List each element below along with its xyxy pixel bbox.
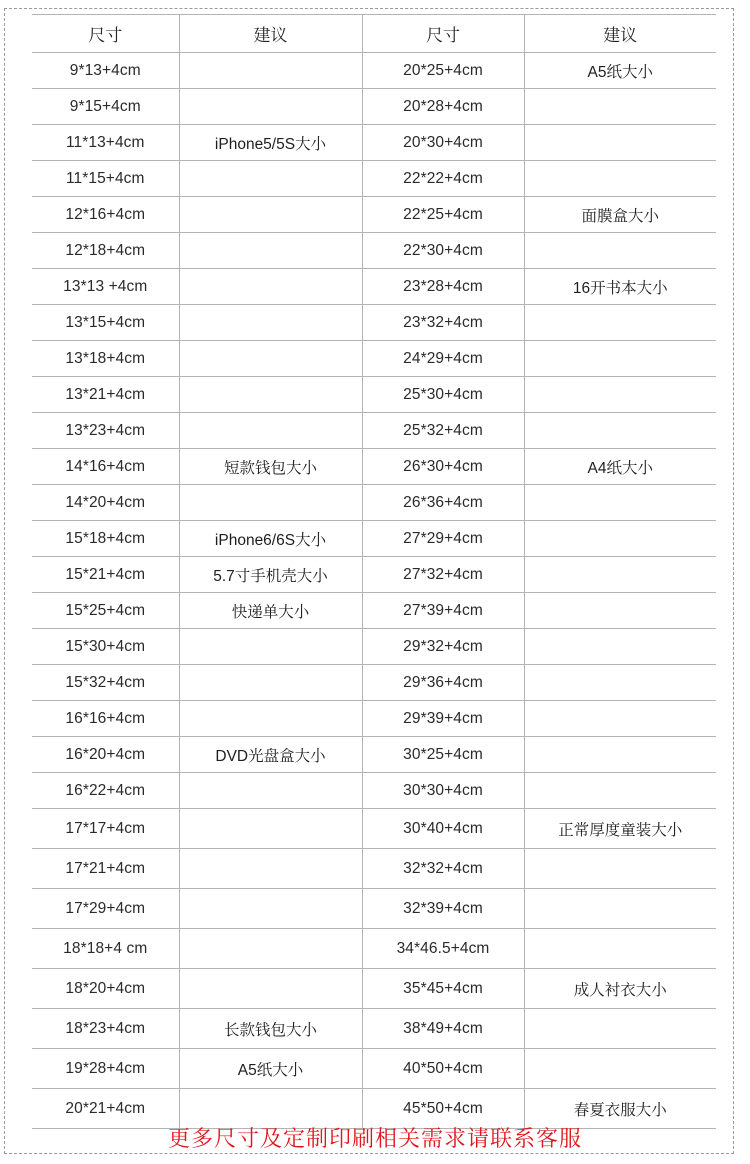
note-right-cell [524, 233, 716, 269]
size-right-cell: 27*39+4cm [362, 593, 524, 629]
table-row [32, 809, 716, 849]
size-left-cell: 18*20+4cm [32, 969, 179, 1009]
header-size-left: 尺寸 [32, 15, 179, 53]
size-left-cell: 20*21+4cm [32, 1089, 179, 1129]
note-left-cell [179, 161, 362, 197]
size-left-cell: 12*16+4cm [32, 197, 179, 233]
table-row [32, 557, 716, 593]
table-row [32, 773, 716, 809]
size-right-cell: 24*29+4cm [362, 341, 524, 377]
table-row [32, 161, 716, 197]
size-left-cell: 13*23+4cm [32, 413, 179, 449]
size-right-cell: 23*32+4cm [362, 305, 524, 341]
table-row [32, 889, 716, 929]
table-row [32, 125, 716, 161]
note-left-cell: DVD光盘盒大小 [179, 737, 362, 773]
note-right-cell [524, 929, 716, 969]
note-right-cell [524, 413, 716, 449]
note-right-cell [524, 889, 716, 929]
table-row [32, 665, 716, 701]
size-table [32, 14, 716, 1129]
note-left-cell [179, 629, 362, 665]
table-row [32, 521, 716, 557]
note-left-cell: 快递单大小 [179, 593, 362, 629]
note-right-cell [524, 849, 716, 889]
note-right-cell [524, 305, 716, 341]
table-row [32, 969, 716, 1009]
note-left-cell [179, 809, 362, 849]
size-right-cell: 30*30+4cm [362, 773, 524, 809]
size-right-cell: 45*50+4cm [362, 1089, 524, 1129]
table-header-row [32, 15, 716, 53]
table-row [32, 53, 716, 89]
table-row [32, 485, 716, 521]
size-right-cell: 25*32+4cm [362, 413, 524, 449]
note-left-cell [179, 773, 362, 809]
note-right-cell: 成人衬衣大小 [524, 969, 716, 1009]
size-right-cell: 32*39+4cm [362, 889, 524, 929]
size-left-cell: 9*13+4cm [32, 53, 179, 89]
note-right-cell [524, 557, 716, 593]
size-right-cell: 27*29+4cm [362, 521, 524, 557]
table-row [32, 449, 716, 485]
note-left-cell [179, 665, 362, 701]
note-right-cell [524, 1049, 716, 1089]
note-right-cell [524, 125, 716, 161]
note-left-cell [179, 413, 362, 449]
note-right-cell [524, 341, 716, 377]
note-right-cell: A4纸大小 [524, 449, 716, 485]
note-right-cell [524, 665, 716, 701]
size-left-cell: 13*21+4cm [32, 377, 179, 413]
size-right-cell: 30*40+4cm [362, 809, 524, 849]
table-row [32, 929, 716, 969]
size-left-cell: 11*13+4cm [32, 125, 179, 161]
note-right-cell [524, 701, 716, 737]
note-right-cell [524, 773, 716, 809]
size-left-cell: 13*15+4cm [32, 305, 179, 341]
note-left-cell [179, 485, 362, 521]
size-right-cell: 35*45+4cm [362, 969, 524, 1009]
table-row [32, 341, 716, 377]
size-right-cell: 40*50+4cm [362, 1049, 524, 1089]
table-row [32, 233, 716, 269]
note-left-cell [179, 701, 362, 737]
table-row [32, 197, 716, 233]
size-left-cell: 15*32+4cm [32, 665, 179, 701]
size-right-cell: 25*30+4cm [362, 377, 524, 413]
table-row [32, 269, 716, 305]
table-row [32, 1009, 716, 1049]
note-right-cell: 正常厚度童装大小 [524, 809, 716, 849]
size-left-cell: 19*28+4cm [32, 1049, 179, 1089]
note-left-cell [179, 305, 362, 341]
table-row [32, 89, 716, 125]
note-right-cell [524, 593, 716, 629]
note-left-cell [179, 929, 362, 969]
size-left-cell: 16*20+4cm [32, 737, 179, 773]
size-right-cell: 26*30+4cm [362, 449, 524, 485]
note-left-cell [179, 89, 362, 125]
table-row [32, 305, 716, 341]
note-left-cell [179, 341, 362, 377]
note-left-cell: A5纸大小 [179, 1049, 362, 1089]
size-left-cell: 14*16+4cm [32, 449, 179, 485]
size-right-cell: 20*28+4cm [362, 89, 524, 125]
size-left-cell: 13*18+4cm [32, 341, 179, 377]
note-right-cell: A5纸大小 [524, 53, 716, 89]
size-right-cell: 22*25+4cm [362, 197, 524, 233]
size-right-cell: 29*32+4cm [362, 629, 524, 665]
note-right-cell [524, 629, 716, 665]
size-right-cell: 30*25+4cm [362, 737, 524, 773]
contact-service-note: 更多尺寸及定制印刷相关需求请联系客服 [167, 1126, 582, 1151]
size-right-cell: 22*30+4cm [362, 233, 524, 269]
note-left-cell [179, 849, 362, 889]
size-left-cell: 15*18+4cm [32, 521, 179, 557]
note-right-cell: 面膜盒大小 [524, 197, 716, 233]
size-left-cell: 16*16+4cm [32, 701, 179, 737]
size-left-cell: 12*18+4cm [32, 233, 179, 269]
header-note-left: 建议 [179, 15, 362, 53]
table-row [32, 1049, 716, 1089]
size-left-cell: 13*13 +4cm [32, 269, 179, 305]
size-left-cell: 15*30+4cm [32, 629, 179, 665]
size-right-cell: 26*36+4cm [362, 485, 524, 521]
size-left-cell: 15*21+4cm [32, 557, 179, 593]
note-left-cell [179, 889, 362, 929]
header-note-right: 建议 [524, 15, 716, 53]
note-left-cell [179, 377, 362, 413]
size-left-cell: 18*18+4 cm [32, 929, 179, 969]
table-row [32, 593, 716, 629]
size-left-cell: 11*15+4cm [32, 161, 179, 197]
note-left-cell: 短款钱包大小 [179, 449, 362, 485]
size-right-cell: 32*32+4cm [362, 849, 524, 889]
note-left-cell [179, 969, 362, 1009]
note-left-cell [179, 53, 362, 89]
table-row [32, 413, 716, 449]
note-right-cell [524, 1009, 716, 1049]
note-left-cell [179, 233, 362, 269]
note-left-cell: iPhone6/6S大小 [179, 521, 362, 557]
size-left-cell: 9*15+4cm [32, 89, 179, 125]
size-right-cell: 29*36+4cm [362, 665, 524, 701]
size-right-cell: 29*39+4cm [362, 701, 524, 737]
note-left-cell: iPhone5/5S大小 [179, 125, 362, 161]
note-right-cell [524, 521, 716, 557]
size-right-cell: 34*46.5+4cm [362, 929, 524, 969]
note-left-cell: 5.7寸手机壳大小 [179, 557, 362, 593]
table-row [32, 849, 716, 889]
note-left-cell [179, 197, 362, 233]
note-right-cell [524, 161, 716, 197]
note-right-cell: 春夏衣服大小 [524, 1089, 716, 1129]
size-right-cell: 20*30+4cm [362, 125, 524, 161]
note-right-cell [524, 89, 716, 125]
note-right-cell: 16开书本大小 [524, 269, 716, 305]
table-row [32, 737, 716, 773]
size-left-cell: 18*23+4cm [32, 1009, 179, 1049]
size-left-cell: 17*17+4cm [32, 809, 179, 849]
table-row [32, 377, 716, 413]
size-right-cell: 38*49+4cm [362, 1009, 524, 1049]
note-left-cell: 长款钱包大小 [179, 1009, 362, 1049]
size-right-cell: 23*28+4cm [362, 269, 524, 305]
size-left-cell: 17*29+4cm [32, 889, 179, 929]
size-left-cell: 16*22+4cm [32, 773, 179, 809]
note-right-cell [524, 737, 716, 773]
size-right-cell: 20*25+4cm [362, 53, 524, 89]
size-right-cell: 27*32+4cm [362, 557, 524, 593]
header-size-right: 尺寸 [362, 15, 524, 53]
note-right-cell [524, 485, 716, 521]
table-row [32, 701, 716, 737]
note-right-cell [524, 377, 716, 413]
size-left-cell: 14*20+4cm [32, 485, 179, 521]
size-right-cell: 22*22+4cm [362, 161, 524, 197]
size-left-cell: 15*25+4cm [32, 593, 179, 629]
table-row [32, 629, 716, 665]
table-body [32, 53, 716, 1129]
size-left-cell: 17*21+4cm [32, 849, 179, 889]
note-left-cell [179, 269, 362, 305]
